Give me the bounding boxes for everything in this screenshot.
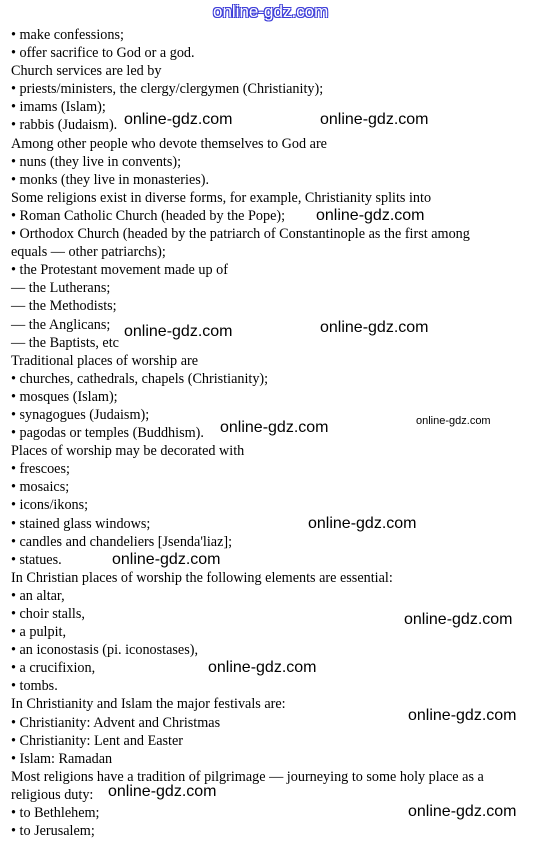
text-line: • pagodas or temples (Buddhism). <box>11 425 204 442</box>
text-line: • Christianity: Advent and Christmas <box>11 714 221 731</box>
text-line: In Christian places of worship the following elements are essential: <box>11 569 393 586</box>
text-line: — the Baptists, etc <box>11 334 119 351</box>
text-line: • Orthodox Church (headed by the patriarch of Constantinople as the first among <box>11 226 470 243</box>
watermark: online-gdz.com <box>408 707 517 724</box>
text-line: Most religions have a tradition of pilgrimage — journeying to some holy place as a <box>11 768 484 785</box>
watermark: online-gdz.com <box>220 419 329 436</box>
text-line: • imams (Islam); <box>11 99 106 116</box>
watermark: online-gdz.com <box>124 323 233 340</box>
text-line: • mosaics; <box>11 479 70 496</box>
text-line: • a pulpit, <box>11 624 67 641</box>
text-line: • offer sacrifice to God or a god. <box>11 45 195 62</box>
text-line: • to Jerusalem; <box>11 823 95 840</box>
text-line: • a crucifixion, <box>11 660 96 677</box>
watermark: online-gdz.com <box>416 415 491 427</box>
text-line: • synagogues (Judaism); <box>11 406 150 423</box>
text-line: • icons/ikons; <box>11 497 89 514</box>
text-line: • Roman Catholic Church (headed by the Pope); <box>11 207 286 224</box>
text-line: — the Lutherans; <box>11 280 111 297</box>
watermark: online-gdz.com <box>408 803 517 820</box>
text-line: • churches, cathedrals, chapels (Christianity); <box>11 370 269 387</box>
text-line: equals — other patriarchs); <box>11 244 166 261</box>
watermark: online-gdz.com <box>320 111 429 128</box>
watermark: online-gdz.com <box>320 319 429 336</box>
watermark: online-gdz.com <box>316 207 425 224</box>
text-line: Traditional places of worship are <box>11 352 199 369</box>
watermark: online-gdz.com <box>404 611 513 628</box>
watermark: online-gdz.com <box>108 783 217 800</box>
watermark: online-gdz.com <box>208 659 317 676</box>
text-line: • mosques (Islam); <box>11 388 118 405</box>
text-line: • the Protestant movement made up of <box>11 262 228 279</box>
text-line: • frescoes; <box>11 461 70 478</box>
watermark: online-gdz.com <box>112 551 221 568</box>
text-line: • stained glass windows; <box>11 515 151 532</box>
text-line: religious duty: <box>11 786 94 803</box>
text-line: • monks (they live in monasteries). <box>11 171 210 188</box>
text-line: • candles and chandeliers [Jsenda'liaz]; <box>11 533 233 550</box>
text-line: • Christianity: Lent and Easter <box>11 732 184 749</box>
text-line: Church services are led by <box>11 63 162 80</box>
watermark: online-gdz.com <box>308 515 417 532</box>
text-line: • rabbis (Judaism). <box>11 117 118 134</box>
text-line: • statues. <box>11 551 62 568</box>
text-line: • priests/ministers, the clergy/clergymen (Christianity); <box>11 81 324 98</box>
text-line: Places of worship may be decorated with <box>11 443 245 460</box>
text-line: • choir stalls, <box>11 606 85 622</box>
text-line: • an iconostasis (pi. iconostases), <box>11 642 199 659</box>
text-line: — the Methodists; <box>11 298 117 315</box>
text-line: Among other people who devote themselves to God are <box>11 135 327 152</box>
watermark: online-gdz.com <box>124 111 233 128</box>
watermark-header: online-gdz.com <box>213 2 329 21</box>
text-line: • an altar, <box>11 587 65 604</box>
text-line: • Islam: Ramadan <box>11 750 113 767</box>
text-line: • to Bethlehem; <box>11 805 100 822</box>
text-line: • make confessions; <box>11 27 124 43</box>
text-line: • nuns (they live in convents); <box>11 153 182 170</box>
text-line: — the Anglicans; <box>11 316 111 333</box>
text-line: • tombs. <box>11 678 58 695</box>
text-line: In Christianity and Islam the major festivals are: <box>11 696 286 713</box>
text-line: Some religions exist in diverse forms, for example, Christianity splits into <box>11 189 432 206</box>
